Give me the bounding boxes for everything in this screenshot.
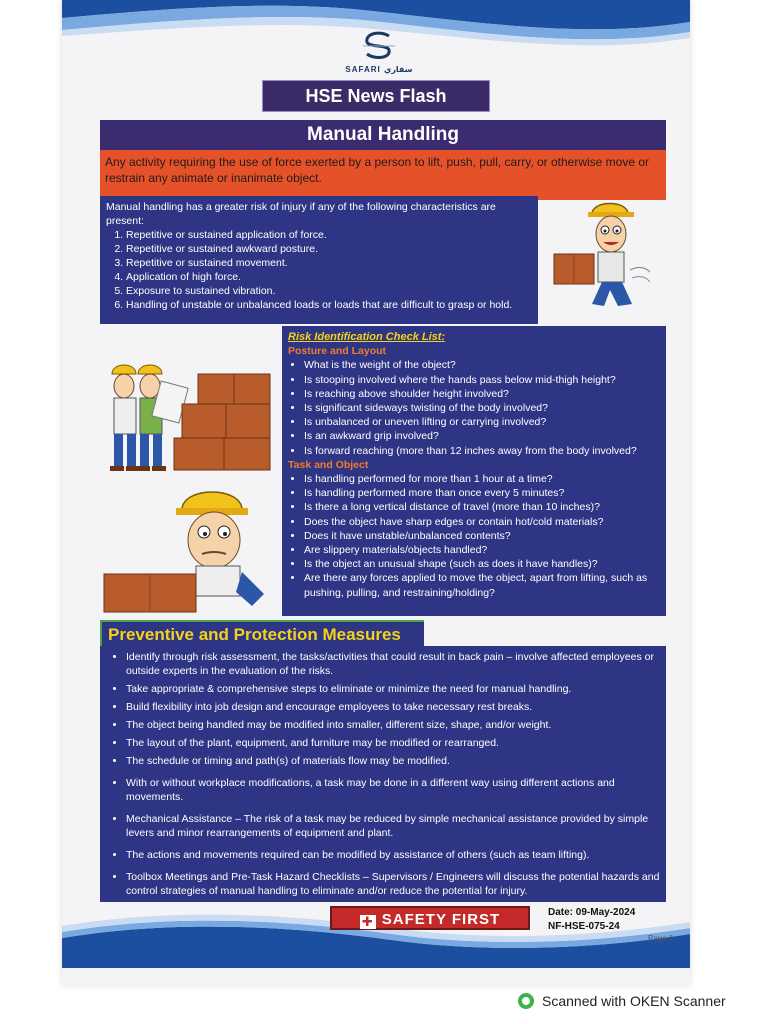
list-item: • With or without workplace modifications, a task may be done in a different way using different actions and movements. <box>126 776 660 804</box>
list-item: 3. Repetitive or sustained movement. <box>126 256 532 270</box>
logo-text: SAFARI سفاري <box>345 65 413 74</box>
list-item: • Is handling performed more than once every 5 minutes? <box>304 486 660 500</box>
list-item: • Is reaching above shoulder height involved? <box>304 387 660 401</box>
list-item: 1. Repetitive or sustained application of force. <box>126 228 532 242</box>
list-item: • Does it have unstable/unbalanced contents? <box>304 529 660 543</box>
measures-list <box>104 650 660 898</box>
document-meta <box>548 906 678 934</box>
list-item: • Is there a long vertical distance of travel (more than 10 inches)? <box>304 500 660 514</box>
list-item: • Is unbalanced or uneven lifting or carrying involved? <box>304 415 660 429</box>
scanner-watermark <box>518 990 726 1012</box>
oken-scanner-icon <box>518 993 534 1009</box>
checklist-title: Risk Identification Check List: <box>288 331 446 343</box>
list-item: • Is the object an unusual shape (such as does it have handles)? <box>304 557 660 571</box>
list-item: • Identify through risk assessment, the tasks/activities that could result in back pain – involve affected employees or outside experts in the evaluation of the risks. <box>126 650 660 678</box>
list-item: • Is forward reaching (more than 12 inches away from the body involved? <box>304 444 660 458</box>
list-item: • Build flexibility into job design and encourage employees to take necessary rest breaks. <box>126 700 660 714</box>
page-title: Manual Handling <box>100 120 666 150</box>
document-page <box>62 0 690 985</box>
worker-lifting-box-illustration <box>102 482 278 614</box>
scanner-text: Scanned with OKEN Scanner <box>542 993 726 1009</box>
list-item: • The object being handled may be modified into smaller, different size, shape, and/or weight. <box>126 718 660 732</box>
page-number: Page 1 <box>648 934 674 943</box>
safari-logo-icon <box>359 30 399 60</box>
definition-text: Any activity requiring the use of force exerted by a person to lift, push, pull, carry, or otherwise move or restrain any animate or inanimate object. <box>100 150 666 200</box>
company-logo <box>334 30 424 78</box>
list-item: • Toolbox Meetings and Pre-Task Hazard Checklists – Supervisors / Engineers will discuss the potential hazards and control strategies of manual handling to eliminate and/or reduce the potential for injury. <box>126 870 660 898</box>
risk-characteristics-panel <box>100 196 538 324</box>
characteristics-list <box>106 228 532 312</box>
list-item: • Is handling performed for more than 1 hour at a time? <box>304 472 660 486</box>
first-aid-cross-icon: ✚ <box>360 915 376 929</box>
safety-first-label: SAFETY FIRST <box>381 911 501 928</box>
workers-with-boxes-illustration <box>102 354 276 480</box>
list-item: • What is the weight of the object? <box>304 358 660 372</box>
list-item: • Take appropriate & comprehensive steps to eliminate or minimize the need for manual handling. <box>126 682 660 696</box>
list-item: • Are slippery materials/objects handled? <box>304 543 660 557</box>
list-item: • Does the object have sharp edges or contain hot/cold materials? <box>304 515 660 529</box>
list-item: • Mechanical Assistance – The risk of a task may be reduced by simple mechanical assistance provided by simple levers and minor rearrangements of equipment and plant. <box>126 812 660 840</box>
safety-first-badge <box>330 906 530 930</box>
risk-checklist-panel <box>282 326 666 616</box>
measures-panel <box>100 646 666 902</box>
task-heading: Task and Object <box>288 458 369 471</box>
list-item: • The schedule or timing and path(s) of materials flow may be modified. <box>126 754 660 768</box>
list-item: 5. Exposure to sustained vibration. <box>126 284 532 298</box>
measures-heading: Preventive and Protection Measures <box>100 620 424 646</box>
list-item: • The layout of the plant, equipment, and furniture may be modified or rearranged. <box>126 736 660 750</box>
list-item: • Is stooping involved where the hands pass below mid-thigh height? <box>304 373 660 387</box>
worker-carrying-box-illustration <box>548 194 658 318</box>
list-item: • Is significant sideways twisting of the body involved? <box>304 401 660 415</box>
list-item: • Are there any forces applied to move the object, apart from lifting, such as pushing, pulling, and restraining/holding? <box>304 571 660 599</box>
posture-list <box>288 358 660 457</box>
news-flash-heading: HSE News Flash <box>262 80 490 112</box>
intro-lead: Manual handling has a greater risk of injury if any of the following characteristics are present: <box>106 201 496 227</box>
posture-heading: Posture and Layout <box>288 345 387 358</box>
document-date: Date: 09-May-2024 <box>548 907 636 918</box>
list-item: • The actions and movements required can be modified by assistance of others (such as team lifting). <box>126 848 660 862</box>
list-item: • Is an awkward grip involved? <box>304 429 660 443</box>
document-reference: NF-HSE-075-24 <box>548 921 620 932</box>
list-item: 6. Handling of unstable or unbalanced loads or loads that are difficult to grasp or hold. <box>126 298 532 312</box>
list-item: 4. Application of high force. <box>126 270 532 284</box>
list-item: 2. Repetitive or sustained awkward posture. <box>126 242 532 256</box>
task-list <box>288 472 660 600</box>
